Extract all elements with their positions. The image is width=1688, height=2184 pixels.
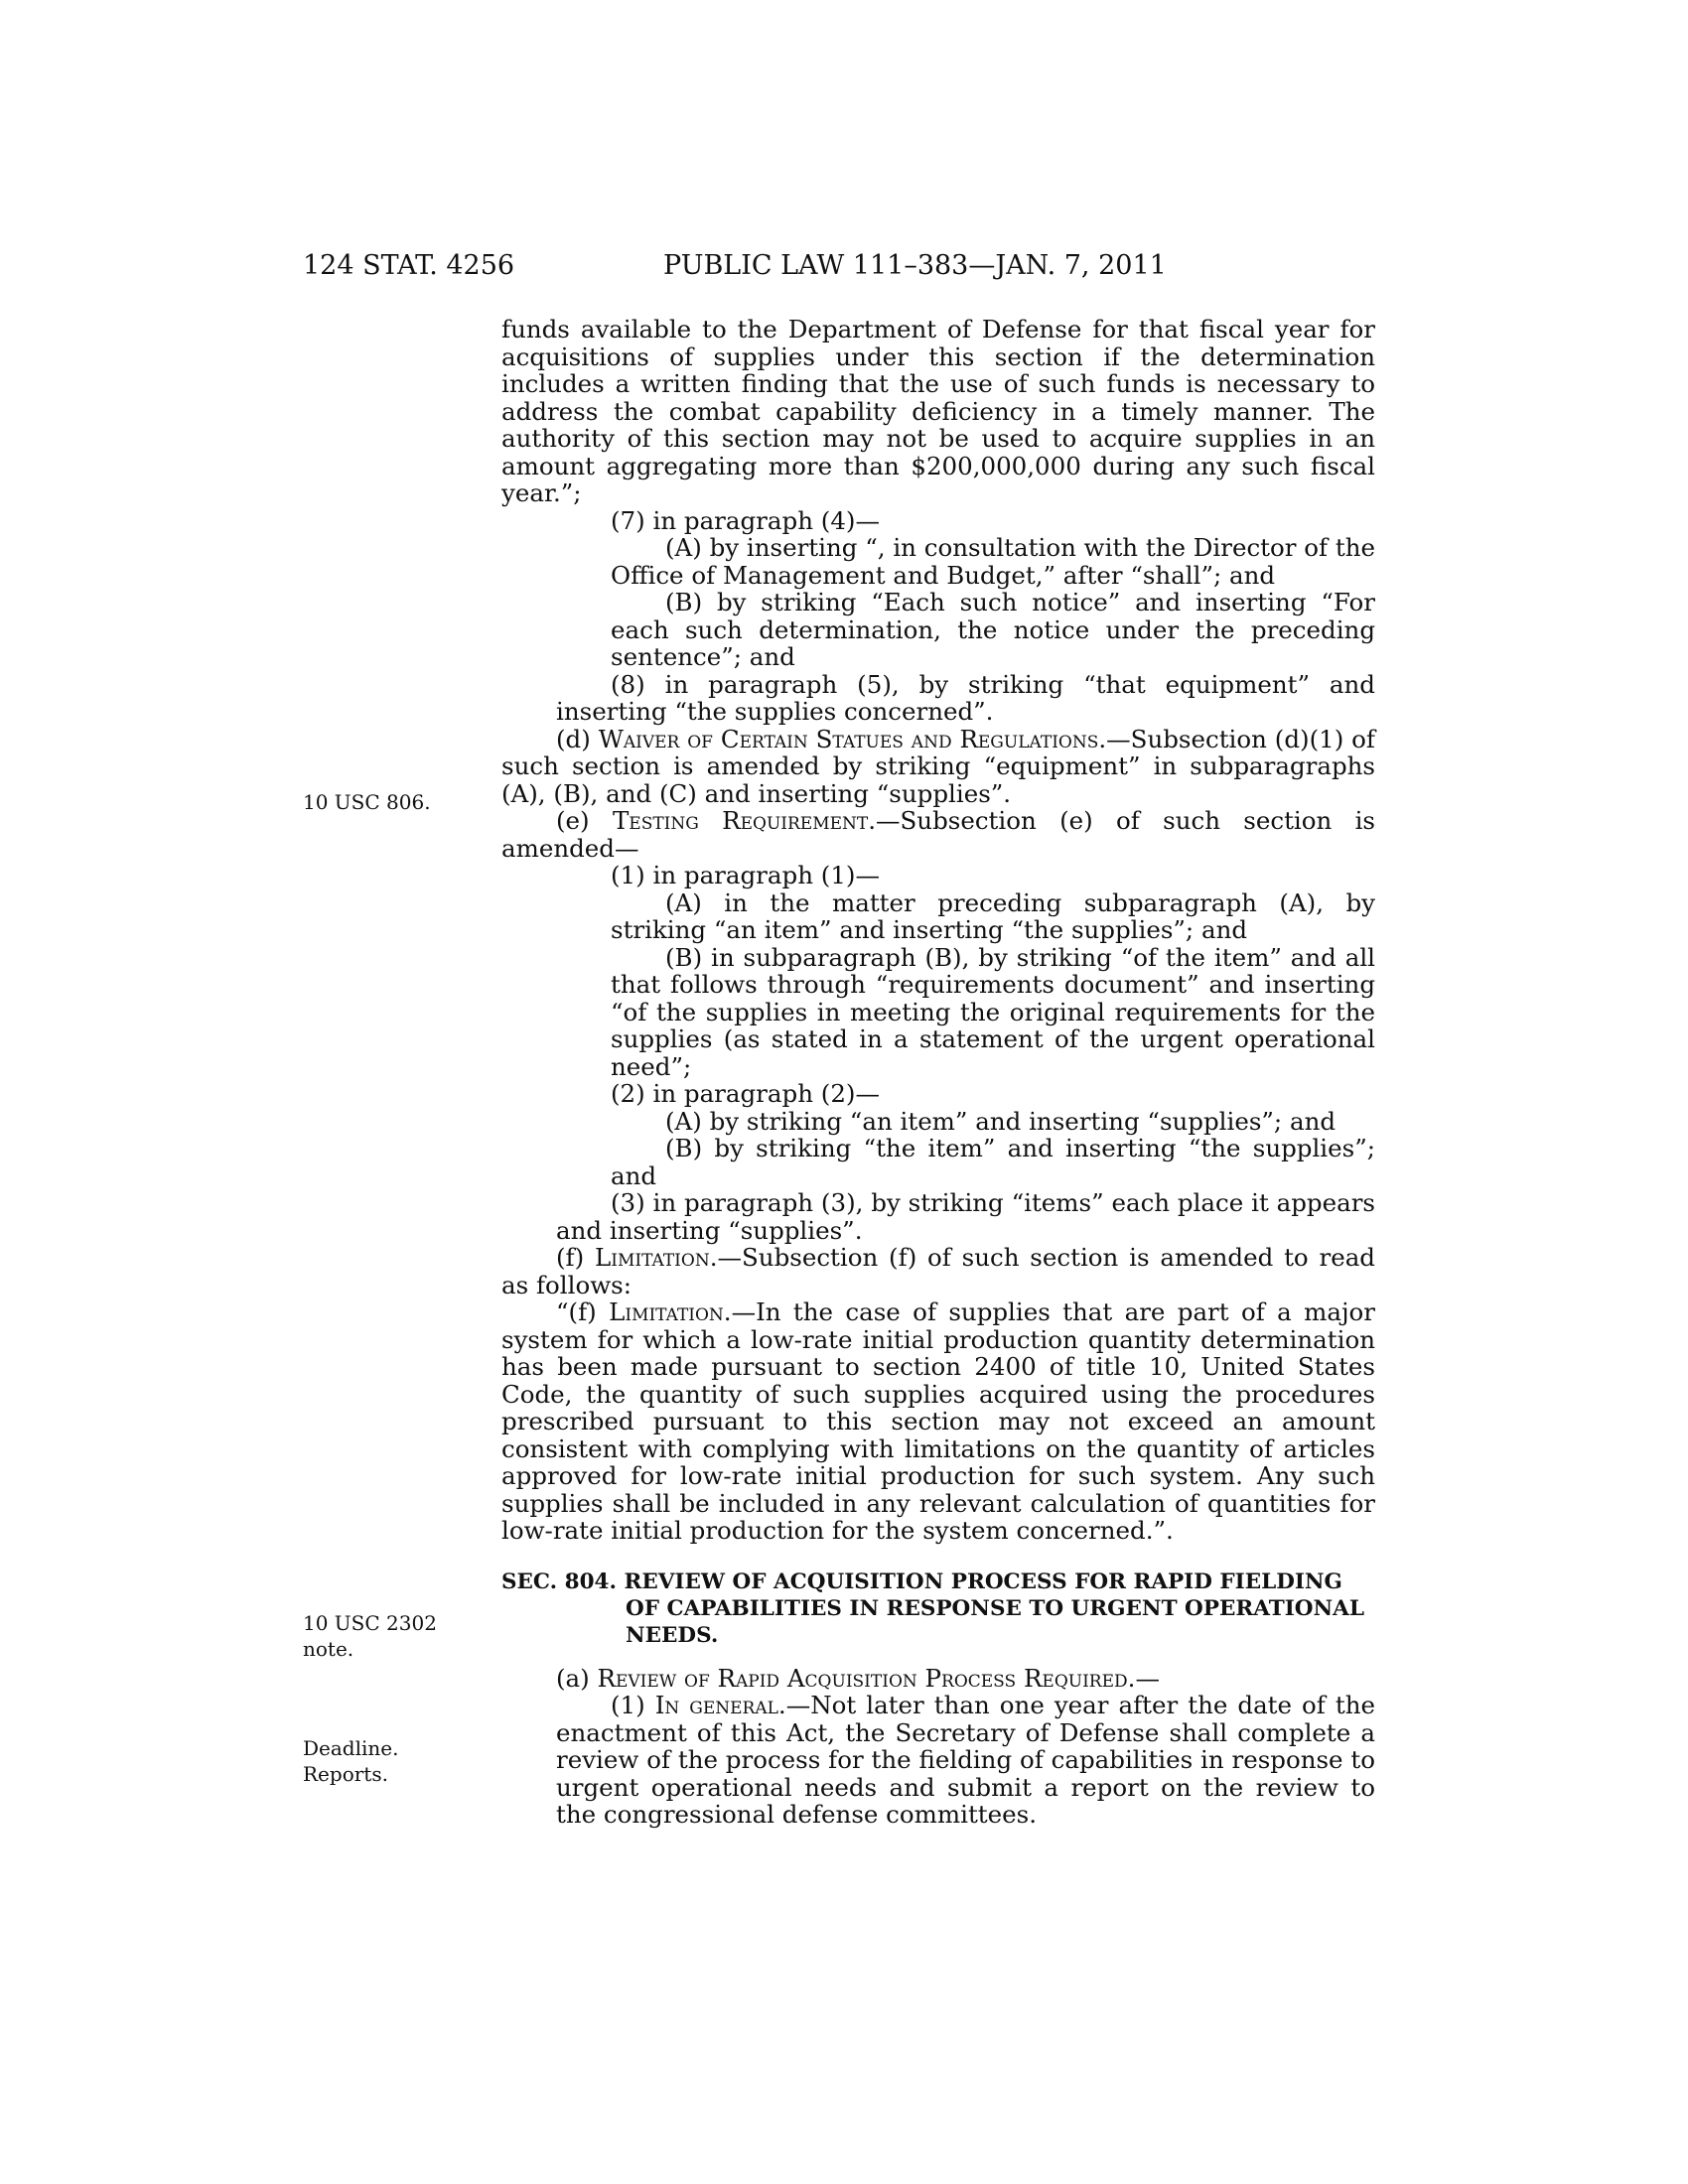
- subsection-804-a-text: —: [1135, 1663, 1160, 1693]
- subsection-804-a: [501, 1665, 1375, 1693]
- paragraph-804-a-1-caption: In general.: [654, 1691, 786, 1719]
- paragraph-e-3: (3) in paragraph (3), by striking “items” each place it appears and inserting “supplies”.: [556, 1188, 1375, 1245]
- subsection-d-text: —Subsection (d)(1) of such section is amended by striking “equipment” in subparagraphs (A), (B), and (C) and inserting “supplies”.: [501, 724, 1375, 808]
- subsection-f-lead: (f): [556, 1243, 595, 1272]
- margin-note-reports: Reports.: [303, 1762, 388, 1786]
- quoted-subsection-f: [501, 1298, 1375, 1545]
- subsection-d-lead: (d): [556, 724, 599, 753]
- paragraph-8: (8) in paragraph (5), by striking “that equipment” and inserting “the supplies concerned”.: [556, 669, 1375, 726]
- subsection-804-a-lead: (a): [556, 1663, 598, 1693]
- paragraph-7: (7) in paragraph (4)—: [611, 505, 880, 535]
- subsection-e-caption: Testing Requirement.: [612, 806, 877, 835]
- paragraph-804-a-1: [501, 1692, 1375, 1829]
- quoted-subsection-f-caption: Limitation.: [609, 1297, 732, 1326]
- paragraph-e-2: (2) in paragraph (2)—: [611, 1079, 880, 1108]
- margin-note-usc-806-text: 10 USC 806.: [303, 790, 431, 814]
- quoted-subsection-f-lead: “(f): [556, 1297, 610, 1326]
- margin-note-usc-2302-line2: note.: [303, 1637, 354, 1661]
- quoted-subsection-f-text: —In the case of supplies that are part of a major system for which a low-rate initial production quantity determination has been made pursuant to section 2400 of title 10, United States Code, the quantity of such supplies acquired using the procedures prescribed pursuant to this section may not exceed an amount consistent with complying with limitations on the quantity of articles approved for low-rate initial production for such system. Any such supplies shall be included in any relevant calculation of quantities for low-rate initial production for the system concerned.”.: [501, 1297, 1376, 1545]
- section-804-heading: SEC. 804. REVIEW OF ACQUISITION PROCESS FOR RAPID FIELDING OF CAPABILITIES IN RESPONSE TO URGENT OPERATIONAL NEEDS.: [501, 1569, 1364, 1648]
- subsection-e-lead: (e): [556, 806, 613, 835]
- paragraph-funds-available: funds available to the Department of Defense for that fiscal year for acquisitions of supplies under this section if the determination includes a written finding that the use of such funds is necessary to address the combat capability deficiency in a timely manner. The authority of this section may not be used to acquire supplies in an amount aggregating more than $200,000,000 during any such fiscal year.”;: [501, 315, 1375, 507]
- subsection-e: [501, 807, 1375, 862]
- body-text-column: [501, 316, 1375, 1829]
- paragraph-e-2-a: (A) by striking “an item” and inserting “supplies”; and: [665, 1106, 1336, 1136]
- margin-note-usc-2302-line1: 10 USC 2302: [303, 1611, 437, 1635]
- statute-page-number: 124 STAT. 4256: [303, 250, 515, 281]
- subsection-e-text: —Subsection (e) of such section is amended—: [501, 806, 1376, 863]
- margin-note-usc-806: [303, 789, 472, 815]
- paragraph-7-b: (B) by striking “Each such notice” and inserting “For each such determination, the notice under the preceding sentence”; and: [611, 588, 1375, 671]
- subsection-f-text: —Subsection (f) of such section is amended to read as follows:: [501, 1243, 1375, 1299]
- subsection-804-a-caption: Review of Rapid Acquisition Process Required.: [597, 1663, 1136, 1693]
- subsection-d-caption: Waiver of Certain Statues and Regulations.: [598, 724, 1107, 753]
- margin-note-deadline: Deadline.: [303, 1736, 399, 1760]
- paragraph-e-1: (1) in paragraph (1)—: [611, 861, 880, 889]
- paragraph-e-2-b: (B) by striking “the item” and inserting “the supplies”; and: [611, 1134, 1375, 1190]
- subsection-d: [501, 726, 1375, 808]
- margin-note-usc-2302: [303, 1610, 472, 1662]
- subsection-f-caption: Limitation.: [594, 1243, 718, 1272]
- paragraph-e-1-b: (B) in subparagraph (B), by striking “of the item” and all that follows through “requirements document” and inserting “of the supplies in meeting the original requirements for the supplies (as stated in a statement of the urgent operational need”;: [611, 942, 1375, 1081]
- subsection-f: [501, 1244, 1375, 1298]
- page-header: [0, 250, 1688, 290]
- margin-note-deadline-reports: [303, 1735, 472, 1787]
- paragraph-7-a: (A) by inserting “, in consultation with the Director of the Office of Management and Budget,” after “shall”; and: [611, 533, 1375, 590]
- public-law-title: PUBLIC LAW 111–383—JAN. 7, 2011: [663, 250, 1167, 281]
- paragraph-e-1-a: (A) in the matter preceding subparagraph (A), by striking “an item” and inserting “the supplies”; and: [611, 887, 1375, 944]
- paragraph-804-a-1-text: —Not later than one year after the date of the enactment of this Act, the Secretary of Defense shall complete a review of the process for the fielding of capabilities in response to urgent operational needs and submit a report on the review to the congressional defense committees.: [556, 1691, 1375, 1829]
- paragraph-804-a-1-lead: (1): [611, 1691, 655, 1719]
